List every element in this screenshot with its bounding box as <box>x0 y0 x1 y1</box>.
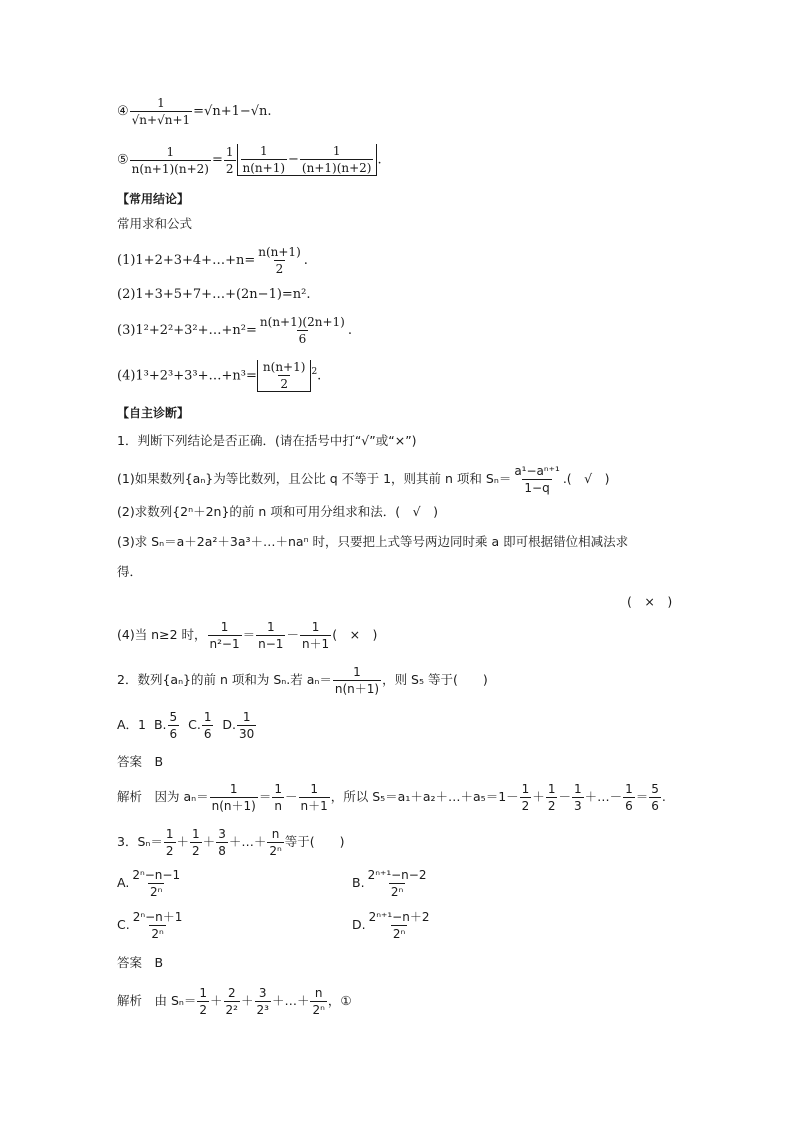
fraction: $\frac{5}{6}$ <box>651 782 659 813</box>
fraction: $\frac{1}{2}$ <box>199 986 208 1017</box>
sum-formula-3: (3)1²+2²+3²+…+n²= $\frac{n(n+1)(2n+1)}{6}$ . <box>117 315 352 346</box>
fraction: $\frac{1}{n(n+1)(n+2)}$ <box>131 144 209 176</box>
circled-5: ⑤ <box>117 152 129 168</box>
sum-formula-1: (1)1+2+3+4+…+n= $\frac{n(n+1)}{2}$ . <box>117 245 308 276</box>
question-1-item-4: (4)当 n≥2 时， $\frac{1}{\text{n²−1}}$ ＝ $\frac{1}{n-1}$ － $\frac{1}{n+1}$ ( × ) <box>117 620 378 651</box>
question-2-answer: 答案 B <box>117 754 164 769</box>
fraction: $\frac{n(n+1)(2n+1)}{6}$ <box>259 315 345 346</box>
question-1-item-3-line-1: (3)求 Sₙ＝a＋2a²＋3a³＋…＋naⁿ 时，只要把上式等号两边同时乘 a 即可根据错位相减法求 <box>117 534 629 549</box>
question-1-item-1: (1)如果数列{aₙ}为等比数列，且公比 q 不等于 1，则其前 n 项和 Sₙ＝ $\frac{\text{a¹−aⁿ⁺¹}}{1-q}$ .( √ ) <box>117 464 610 495</box>
question-3-option-c[interactable]: C. $\frac{\text{2ⁿ−n＋1}}{\text{2ⁿ}}$ <box>117 910 183 941</box>
fraction-half: $\frac{1}{2}$ <box>225 144 234 176</box>
fraction: $\frac{n}{\text{2ⁿ}}$ <box>269 827 282 858</box>
question-2-options <box>117 710 257 741</box>
question-2: 2．数列{aₙ}的前 n 项和为 Sₙ.若 aₙ＝ $\frac{1}{n(n+1)}$ ，则 S₅ 等于( ) <box>117 665 488 696</box>
fraction: $\frac{1}{2}$ <box>547 782 556 813</box>
question-3-option-a[interactable]: A. $\frac{\text{2ⁿ−n−1}}{\text{2ⁿ}}$ <box>117 868 181 899</box>
sum-formula-2: (2)1+3+5+7+…+(2n−1)=n². <box>117 287 311 302</box>
fraction: $\frac{\text{2ⁿ⁺¹−n＋2}}{\text{2ⁿ}}$ <box>368 910 430 941</box>
fraction: $\frac{1}{\text{n²−1}}$ <box>209 620 240 651</box>
fraction: $\frac{1}{n(n+1)}$ <box>242 144 286 175</box>
fraction: $\frac{\text{2ⁿ⁺¹−n−2}}{\text{2ⁿ}}$ <box>367 868 427 899</box>
heading-self-diagnosis: 【自主诊断】 <box>117 406 190 420</box>
bracket-group: $\frac{1}{n(n+1)}$ − $\frac{1}{(n+1)(n+2)}$ <box>237 144 378 176</box>
question-3-explanation: 解析 由 Sₙ＝ $\frac{1}{2}$ ＋ $\frac{2}{\text{2²}}$ ＋ $\frac{3}{\text{2³}}$ ＋…＋ $\frac{n}{\text{2ⁿ}}$ ，① <box>117 986 352 1017</box>
fraction: $\frac{n(n+1)}{2}$ <box>262 360 306 391</box>
formula-5: ⑤ $\frac{1}{n(n+1)(n+2)}$ = $\frac{1}{2}$ $\frac{1}{n(n+1)}$ − $\frac{1}{(n+1)(n+2)}$ . <box>117 144 382 176</box>
sum-formula-4: (4)1³+2³+3³+…+n³= $\frac{n(n+1)}{2}$ $^2$. <box>117 360 322 391</box>
fraction: $\frac{1}{2}$ <box>192 827 200 858</box>
fraction: $\frac{3}{8}$ <box>218 827 226 858</box>
fraction: $\frac{n(n+1)}{2}$ <box>258 245 301 276</box>
fraction: $\frac{\text{2ⁿ−n＋1}}{\text{2ⁿ}}$ <box>132 910 183 941</box>
question-1-item-3-answer: ( × ) <box>627 594 673 609</box>
option-c[interactable]: C. $\frac{1}{6}$ <box>188 710 212 741</box>
question-3: 3．Sₙ＝ $\frac{1}{2}$ ＋ $\frac{1}{2}$ ＋ $\frac{3}{8}$ ＋…＋ $\frac{n}{\text{2ⁿ}}$ 等于( ) <box>117 827 345 858</box>
question-3-answer: 答案 B <box>117 955 164 970</box>
fraction: $\frac{1}{n(n+1)}$ <box>334 665 380 696</box>
question-3-option-d[interactable]: D. $\frac{\text{2ⁿ⁺¹−n＋2}}{\text{2ⁿ}}$ <box>352 910 430 941</box>
fraction: $\frac{1}{n(n+1)}$ <box>211 782 256 813</box>
option-b[interactable]: B. $\frac{5}{6}$ <box>153 710 178 741</box>
question-1-item-2: (2)求数列{2ⁿ＋2n}的前 n 项和可用分组求和法．( √ ) <box>117 504 439 519</box>
question-1-item-3-line-2: 得． <box>117 564 143 579</box>
heading-common-conclusions: 【常用结论】 <box>117 192 190 206</box>
fraction: $\frac{1}{2}$ <box>521 782 530 813</box>
circled-4: ④ <box>117 104 129 119</box>
option-a[interactable]: A．1 <box>117 717 147 732</box>
fraction: $\frac{1}{n-1}$ <box>258 620 284 651</box>
fraction: $\frac{\text{a¹−aⁿ⁺¹}}{1-q}$ <box>514 464 560 495</box>
fraction: $\frac{\text{2ⁿ−n−1}}{\text{2ⁿ}}$ <box>132 868 181 899</box>
fraction: $\frac{1}{√n+√n+1}$ <box>131 96 191 127</box>
fraction: $\frac{1}{6}$ <box>625 782 633 813</box>
fraction: $\frac{1}{2}$ <box>165 827 174 858</box>
fraction: $\frac{1}{n+1}$ <box>301 620 330 651</box>
bracket-group <box>257 360 312 392</box>
fraction: $\frac{1}{(n+1)(n+2)}$ <box>301 144 372 175</box>
question-1: 1．判断下列结论是否正确．(请在括号中打“√”或“×”) <box>117 433 417 448</box>
fraction: $\frac{1}{6}$ <box>203 710 212 741</box>
fraction: $\frac{1}{30}$ <box>239 710 255 741</box>
fraction: $\frac{1}{n+1}$ <box>300 782 328 813</box>
subheading-sum-formulas: 常用求和公式 <box>117 216 193 231</box>
option-d[interactable]: D. $\frac{1}{30}$ <box>222 710 255 741</box>
fraction: $\frac{1}{3}$ <box>573 782 582 813</box>
fraction: $\frac{n}{\text{2ⁿ}}$ <box>312 986 325 1017</box>
question-2-explanation: 解析 因为 aₙ＝ $\frac{1}{n(n+1)}$ ＝ $\frac{1}{n}$ － $\frac{1}{n+1}$ ，所以 S₅＝a₁＋a₂＋…＋a₅＝1－ $\frac{1}{2}$ ＋ $\frac{1}{2}$ － $\frac{1}{3}$ ＋…－ $\frac{1}{6}$ ＝ $\frac{5}{6}$ . <box>117 782 666 813</box>
fraction: $\frac{1}{n}$ <box>274 782 282 813</box>
fraction: $\frac{3}{\text{2³}}$ <box>256 986 269 1017</box>
fraction: $\frac{2}{\text{2²}}$ <box>225 986 238 1017</box>
fraction: $\frac{5}{6}$ <box>169 710 178 741</box>
formula-4: ④ $\frac{1}{√n+√n+1}$ =√n+1−√n. <box>117 96 272 127</box>
question-3-option-b[interactable]: B. $\frac{\text{2ⁿ⁺¹−n−2}}{\text{2ⁿ}}$ <box>352 868 427 899</box>
